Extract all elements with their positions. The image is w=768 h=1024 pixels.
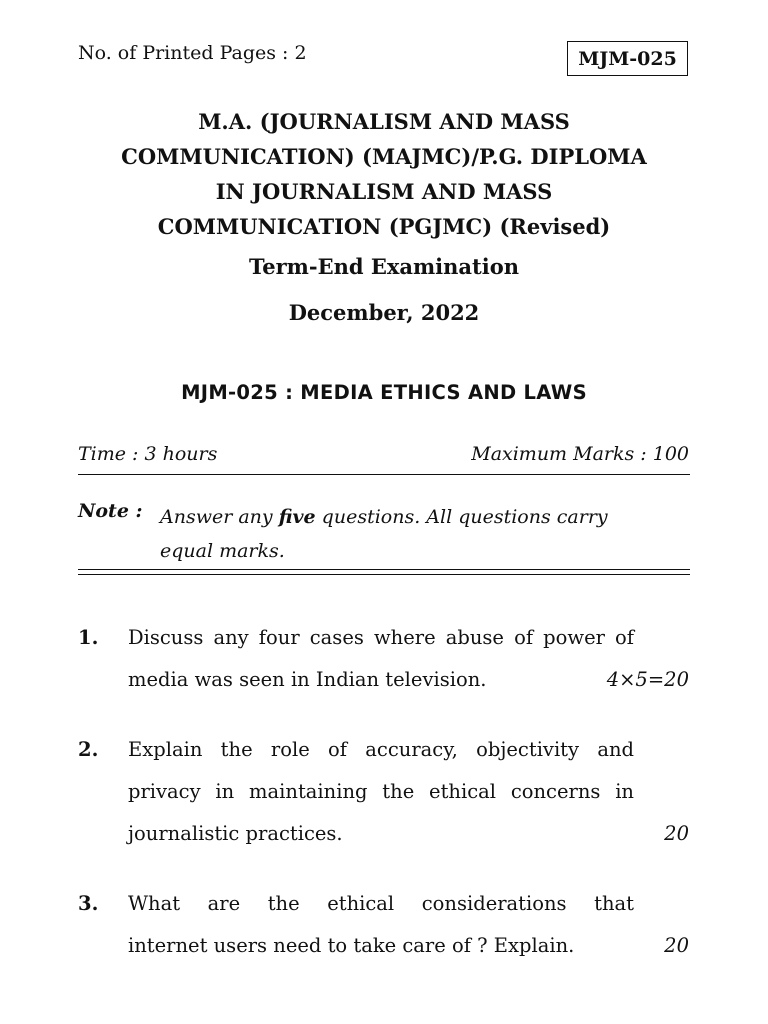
divider [78,474,690,475]
question-marks: 20 [664,822,689,845]
question-text-line: What are the ethical considerations that [128,892,634,915]
exam-date: December, 2022 [288,300,480,325]
question-text-line: privacy in maintaining the ethical concerns in [128,780,634,803]
question-number: 3. [78,892,99,915]
title-line: COMMUNICATION) (MAJMC)/P.G. DIPLOMA [121,144,647,169]
note-text-start: Answer any [160,506,279,528]
exam-type: Term-End Examination [248,254,519,279]
question-number: 2. [78,738,99,761]
question-text-line: Explain the role of accuracy, objectivity and [128,738,634,761]
question-number: 1. [78,626,99,649]
title-line: COMMUNICATION (PGJMC) (Revised) [157,214,611,239]
printed-pages-count: No. of Printed Pages : 2 [78,42,307,64]
question-text-line: Discuss any four cases where abuse of power of [128,626,634,649]
question-marks: 20 [664,934,689,957]
title-line: IN JOURNALISM AND MASS [215,179,553,204]
question-marks: 4×5=20 [606,668,689,691]
note-label: Note : [78,500,143,522]
maximum-marks: Maximum Marks : 100 [471,443,689,465]
programme-title [60,104,708,244]
time-allowed: Time : 3 hours [78,443,218,465]
note-text-end: questions. All questions carry [315,506,608,528]
double-divider-bottom [78,574,690,575]
double-divider-top [78,569,690,570]
course-title: MJM-025 : MEDIA ETHICS AND LAWS [181,381,587,404]
note-text [160,500,690,568]
note-emphasis: five [278,506,316,528]
question-text-line: journalistic practices. [128,822,343,845]
course-code-box: MJM-025 [567,41,688,76]
note-text-line2: equal marks. [160,540,285,562]
title-line: M.A. (JOURNALISM AND MASS [198,109,570,134]
question-text-line: media was seen in Indian television. [128,668,487,691]
question-text-line: internet users need to take care of ? Explain. [128,934,575,957]
